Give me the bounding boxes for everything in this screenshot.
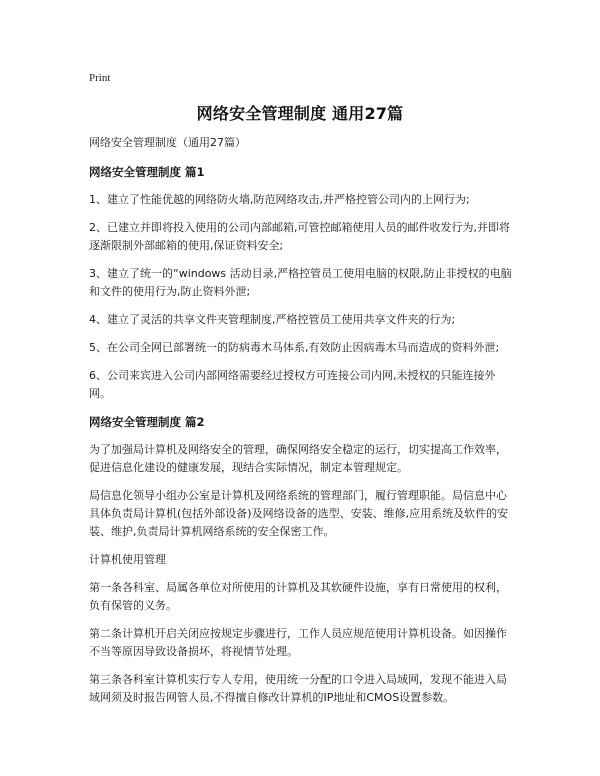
paragraph: 局信息化领导小组办公室是计算机及网络系统的管理部门，履行管理职能。局信息中心具体负责局计算机(包括外部设备)及网络设备的选型、安装、维修,应用系统及软件的安装、维护,负责局计算机网络系统的安全保密工作。 [89, 489, 509, 538]
section-heading: 网络安全管理制度 篇1 [89, 165, 205, 179]
paragraph: 2、已建立并即将投入使用的公司内部邮箱,可管控邮箱使用人员的邮件收发行为,并即将逐渐限制外部邮箱的使用,保证资料安全; [89, 221, 510, 252]
paragraph: 4、建立了灵活的共享文件夹管理制度,严格控管员工使用共享文件夹的行为; [89, 313, 456, 326]
paragraph: 第一条各科室、局属各单位对所使用的计算机及其软硬件设施，享有日常使用的权利，负有保管的义务。 [89, 581, 507, 612]
paragraph: 3、建立了统一的“windows 活动目录,严格控管员工使用电脑的权限,防止非授权的电脑和文件的使用行为,防止资料外泄; [89, 267, 512, 298]
document-title: 网络安全管理制度 通用27篇 [196, 104, 404, 123]
paragraph: 第二条计算机开启关闭应按规定步骤进行，工作人员应规范使用计算机设备。如因操作不当等原因导致设备损坏，将视情节处理。 [89, 627, 507, 658]
document-subtitle: 网络安全管理制度（通用27篇） [89, 136, 246, 149]
section-heading: 网络安全管理制度 篇2 [89, 415, 205, 429]
paragraph: 1、建立了性能优越的网络防火墙,防范网络攻击,并严格控管公司内的上网行为; [89, 193, 470, 206]
paragraph: 5、在公司全网已部署统一的防病毒木马体系,有效防止因病毒木马而造成的资料外泄; [89, 341, 500, 354]
paragraph: 第三条各科室计算机实行专人专用，使用统一分配的口令进入局域网，发现不能进入局域网须及时报告网管人员,不得擅自修改计算机的IP地址和CMOS设置参数。 [89, 673, 507, 704]
paragraph: 为了加强局计算机及网络安全的管理，确保网络安全稳定的运行，切实提高工作效率，促进信息化建设的健康发展，现结合实际情况，制定本管理规定。 [89, 443, 507, 474]
paragraph-subheading: 计算机使用管理 [89, 553, 166, 566]
print-label: Print [89, 72, 111, 84]
paragraph: 6、公司来宾进入公司内部网络需要经过授权方可连接公司内网,未授权的只能连接外网。 [89, 369, 496, 400]
document-body [89, 134, 513, 717]
